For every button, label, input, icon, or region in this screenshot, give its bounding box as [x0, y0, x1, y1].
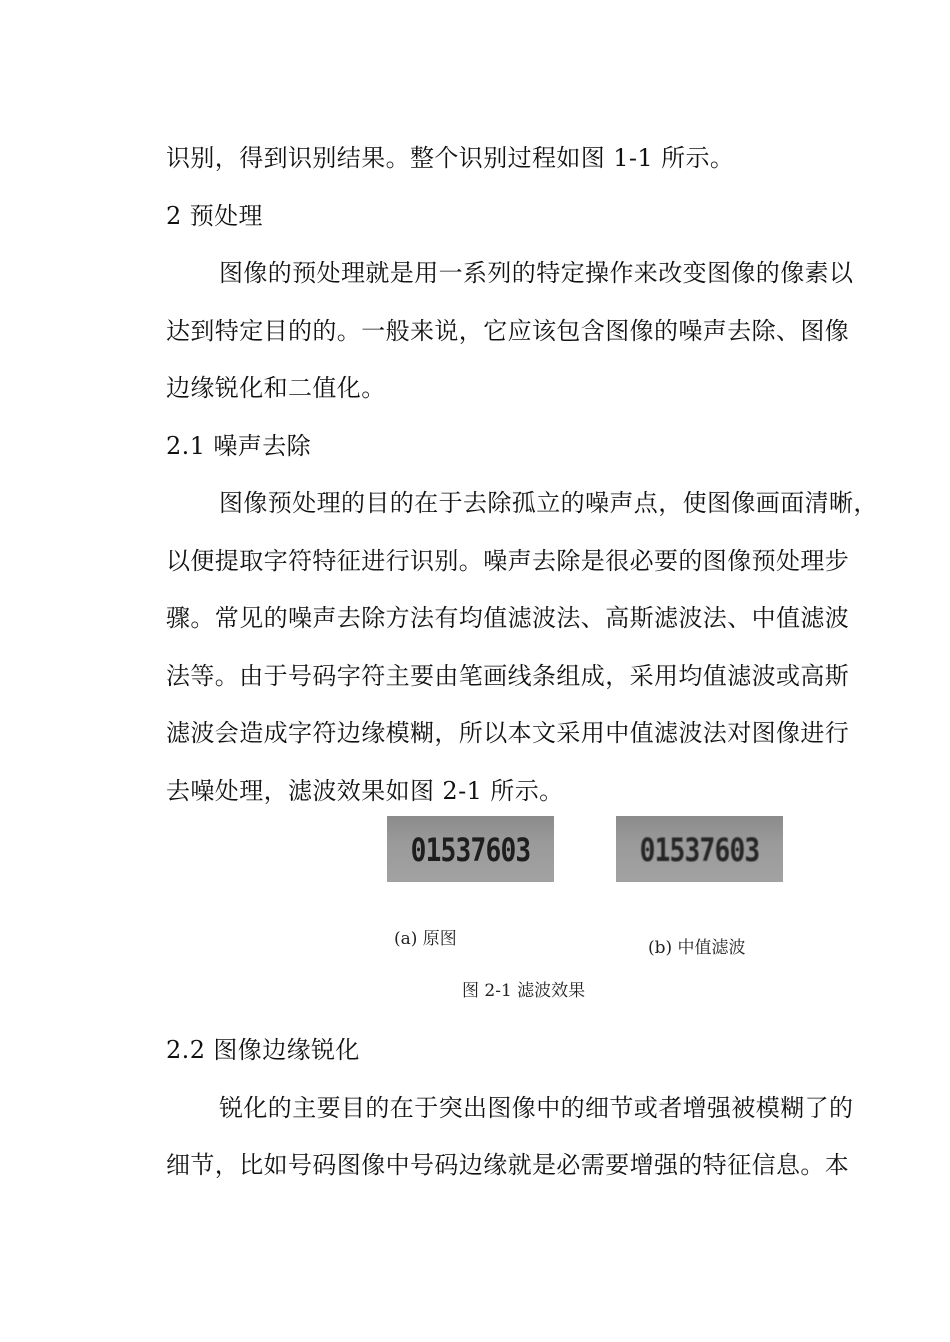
- paragraph-line: 图像预处理的目的在于去除孤立的噪声点，使图像画面清晰，: [219, 489, 878, 517]
- paragraph-line: 骤。常见的噪声去除方法有均值滤波法、高斯滤波法、中值滤波: [166, 604, 850, 632]
- section-heading-2-2: 2.2 图像边缘锐化: [166, 1036, 360, 1064]
- paragraph-line: 锐化的主要目的在于突出图像中的细节或者增强被模糊了的: [219, 1094, 854, 1122]
- figure-caption-a: (a) 原图: [394, 929, 457, 949]
- paragraph-line: 细节，比如号码图像中号码边缘就是必需要增强的特征信息。本: [166, 1151, 850, 1179]
- paragraph-line: 法等。由于号码字符主要由笔画线条组成，采用均值滤波或高斯: [166, 662, 850, 690]
- number-digits-filtered: 01537603: [639, 831, 760, 869]
- number-digits-original: 01537603: [410, 831, 531, 869]
- section-heading-2: 2 预处理: [166, 202, 263, 230]
- section-heading-2-1: 2.1 噪声去除: [166, 432, 311, 460]
- figure-title: 图 2-1 滤波效果: [462, 981, 586, 1001]
- paragraph-line: 去噪处理，滤波效果如图 2-1 所示。: [166, 777, 564, 805]
- paragraph-line: 滤波会造成字符边缘模糊，所以本文采用中值滤波法对图像进行: [166, 719, 850, 747]
- figure-caption-b: (b) 中值滤波: [648, 938, 746, 958]
- paragraph-line: 图像的预处理就是用一系列的特定操作来改变图像的像素以: [219, 259, 854, 287]
- figure-image-median-filtered: [616, 816, 783, 882]
- paragraph-line: 达到特定目的的。一般来说，它应该包含图像的噪声去除、图像: [166, 317, 850, 345]
- paragraph-line: 以便提取字符特征进行识别。噪声去除是很必要的图像预处理步: [166, 547, 850, 575]
- paragraph-line: 边缘锐化和二值化。: [166, 374, 386, 402]
- paragraph-line: 识别，得到识别结果。整个识别过程如图 1-1 所示。: [166, 144, 735, 172]
- figure-image-original: [387, 816, 554, 882]
